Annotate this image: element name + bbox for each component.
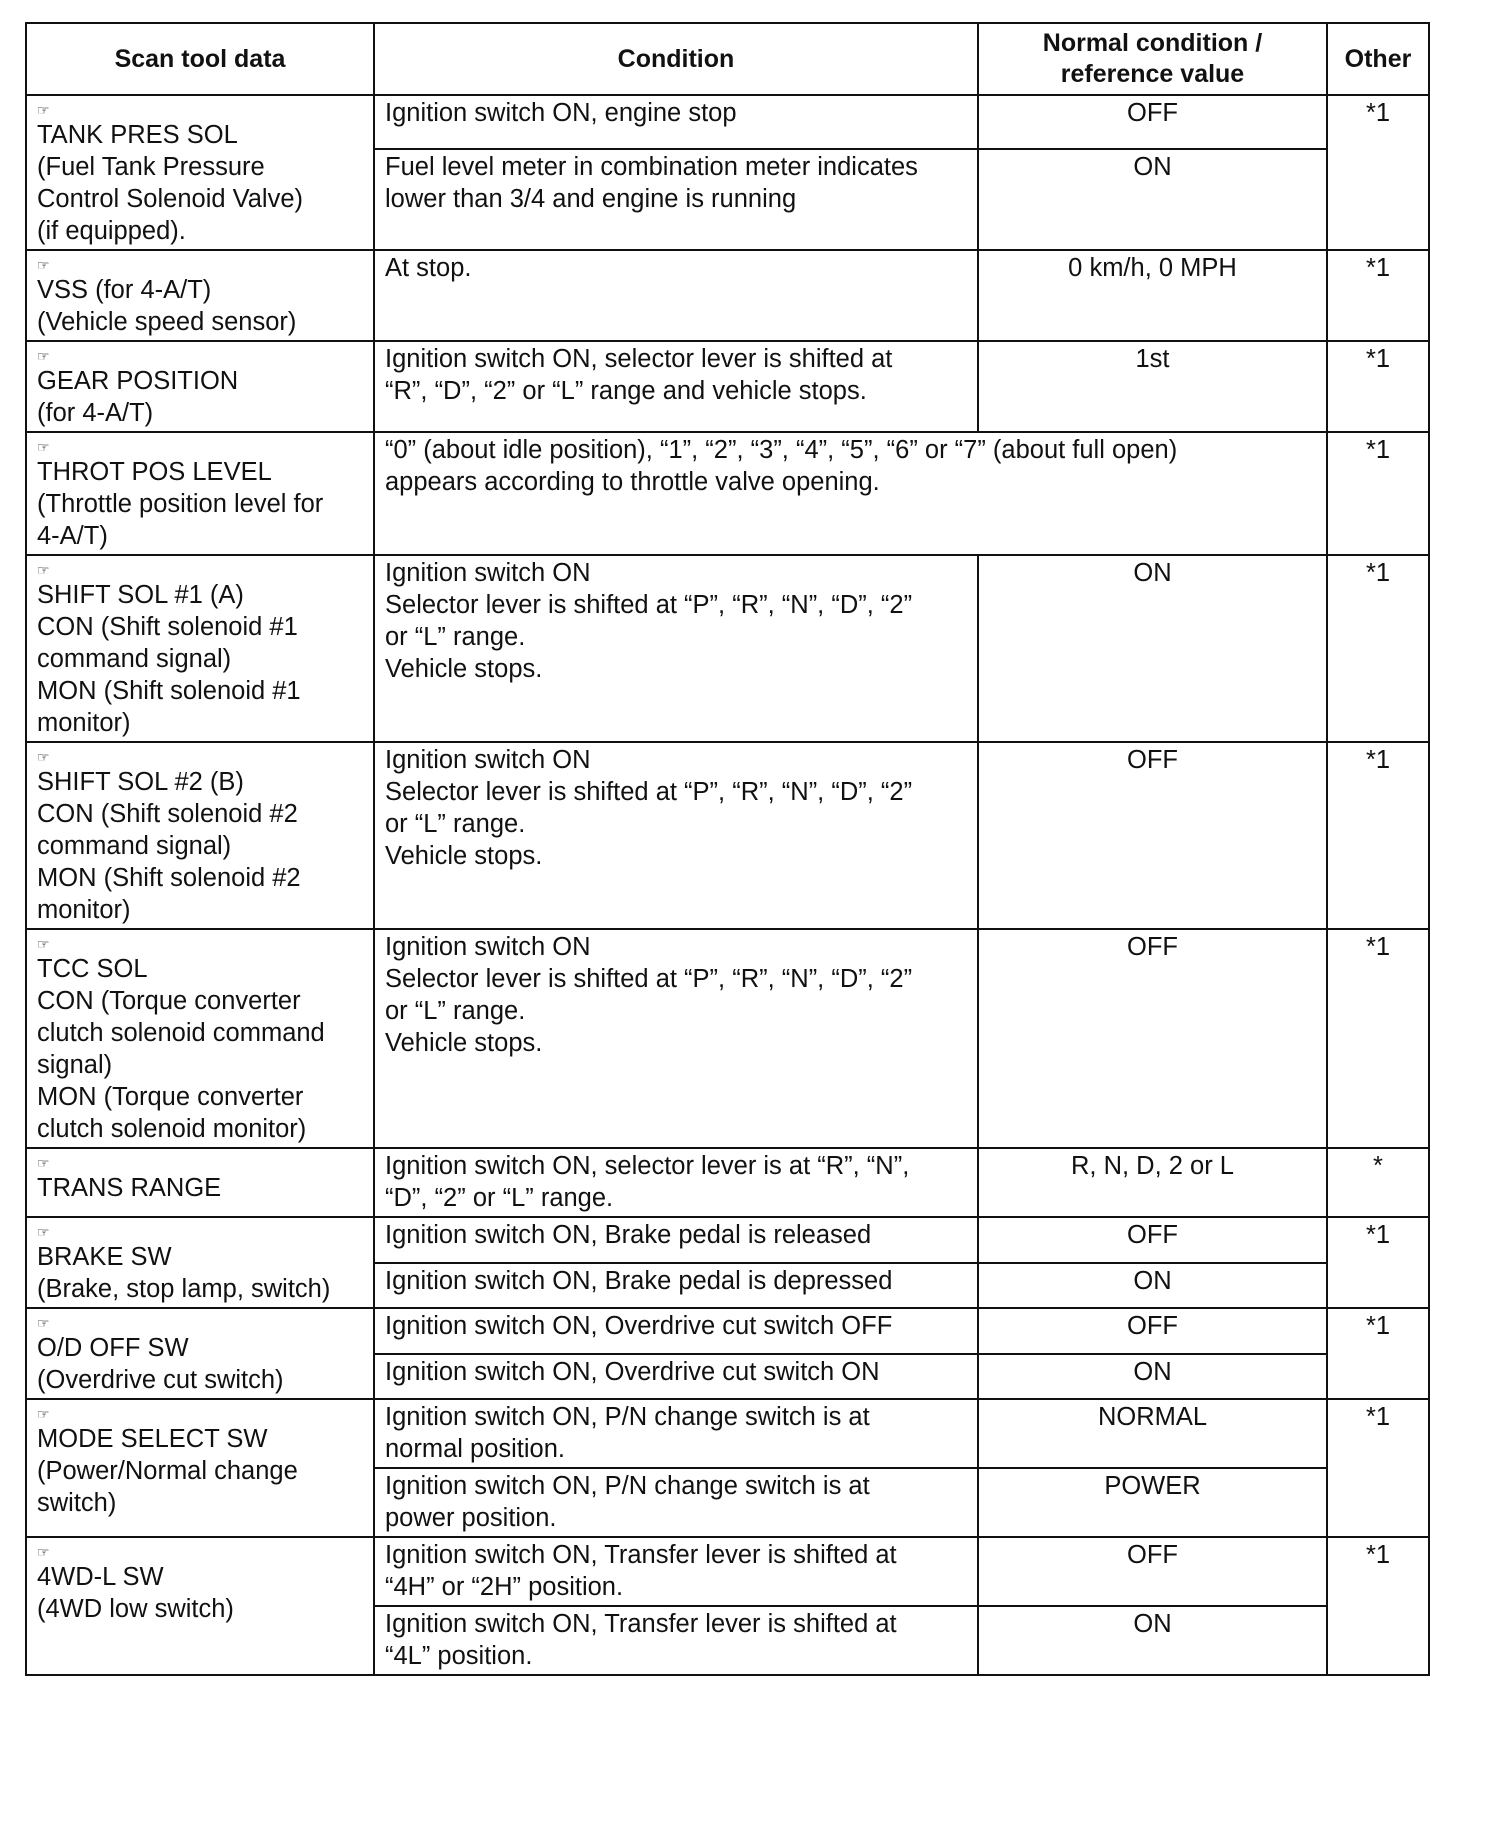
other-note-cell: *1 bbox=[1327, 1308, 1429, 1399]
reference-icon: ☞ bbox=[37, 1544, 50, 1560]
header-normal-value: Normal condition / reference value bbox=[978, 23, 1327, 95]
reference-icon: ☞ bbox=[37, 257, 50, 273]
condition-cell: Ignition switch ON, Brake pedal is released bbox=[374, 1217, 978, 1263]
header-scan-tool-data: Scan tool data bbox=[26, 23, 374, 95]
other-note-cell: *1 bbox=[1327, 742, 1429, 929]
condition-cell: Ignition switch ON, Transfer lever is shifted at “4L” position. bbox=[374, 1606, 978, 1675]
table-row bbox=[26, 742, 1429, 929]
scan-item-name: O/D OFF SW (Overdrive cut switch) bbox=[37, 1334, 284, 1394]
reference-value-cell: ON bbox=[978, 1606, 1327, 1675]
reference-value-cell: OFF bbox=[978, 1217, 1327, 1263]
scan-item-cell bbox=[26, 742, 374, 929]
condition-cell: Fuel level meter in combination meter indicates lower than 3/4 and engine is running bbox=[374, 149, 978, 250]
reference-value-cell: NORMAL bbox=[978, 1399, 1327, 1468]
table-header-row bbox=[26, 23, 1429, 95]
other-note-cell: *1 bbox=[1327, 341, 1429, 432]
reference-value-cell: OFF bbox=[978, 95, 1327, 149]
table-row bbox=[26, 555, 1429, 742]
other-note-cell: *1 bbox=[1327, 250, 1429, 341]
scan-item-cell bbox=[26, 555, 374, 742]
scan-item-name: SHIFT SOL #2 (B) CON (Shift solenoid #2 command signal) MON (Shift solenoid #2 monitor) bbox=[37, 768, 301, 924]
condition-cell: Ignition switch ON, Brake pedal is depressed bbox=[374, 1263, 978, 1309]
reference-value-cell: 0 km/h, 0 MPH bbox=[978, 250, 1327, 341]
condition-cell: Ignition switch ON, Overdrive cut switch OFF bbox=[374, 1308, 978, 1354]
condition-cell: Ignition switch ON Selector lever is shifted at “P”, “R”, “N”, “D”, “2” or “L” range. Vehicle stops. bbox=[374, 929, 978, 1148]
condition-cell: Ignition switch ON, selector lever is shifted at “R”, “D”, “2” or “L” range and vehicle stops. bbox=[374, 341, 978, 432]
scan-item-cell bbox=[26, 1399, 374, 1537]
reference-icon: ☞ bbox=[37, 936, 50, 952]
other-note-cell: *1 bbox=[1327, 95, 1429, 250]
scan-item-cell bbox=[26, 1537, 374, 1675]
condition-cell: Ignition switch ON, P/N change switch is at power position. bbox=[374, 1468, 978, 1537]
table-row bbox=[26, 1399, 1429, 1468]
other-note-cell: *1 bbox=[1327, 929, 1429, 1148]
reference-icon: ☞ bbox=[37, 102, 50, 118]
table-body bbox=[26, 95, 1429, 1675]
other-note-cell: *1 bbox=[1327, 555, 1429, 742]
scan-item-name: SHIFT SOL #1 (A) CON (Shift solenoid #1 command signal) MON (Shift solenoid #1 monitor) bbox=[37, 581, 301, 737]
reference-value-cell: 1st bbox=[978, 341, 1327, 432]
reference-value-cell: ON bbox=[978, 1354, 1327, 1400]
scan-item-cell bbox=[26, 432, 374, 555]
table-row bbox=[26, 341, 1429, 432]
scan-item-cell bbox=[26, 1308, 374, 1399]
scan-item-name: THROT POS LEVEL (Throttle position level for 4-A/T) bbox=[37, 458, 324, 550]
scan-item-name: 4WD-L SW (4WD low switch) bbox=[37, 1563, 234, 1623]
reference-value-cell: OFF bbox=[978, 1308, 1327, 1354]
table-row bbox=[26, 1148, 1429, 1217]
scan-item-name: TRANS RANGE bbox=[37, 1174, 222, 1202]
condition-cell: Ignition switch ON, P/N change switch is at normal position. bbox=[374, 1399, 978, 1468]
other-note-cell: * bbox=[1327, 1148, 1429, 1217]
table-row bbox=[26, 95, 1429, 149]
condition-cell: Ignition switch ON Selector lever is shifted at “P”, “R”, “N”, “D”, “2” or “L” range. Vehicle stops. bbox=[374, 555, 978, 742]
header-condition: Condition bbox=[374, 23, 978, 95]
reference-value-cell: OFF bbox=[978, 742, 1327, 929]
condition-cell: Ignition switch ON, Overdrive cut switch ON bbox=[374, 1354, 978, 1400]
scan-item-cell bbox=[26, 929, 374, 1148]
scan-item-name: VSS (for 4-A/T) (Vehicle speed sensor) bbox=[37, 276, 297, 336]
other-note-cell: *1 bbox=[1327, 432, 1429, 555]
reference-value-cell: OFF bbox=[978, 1537, 1327, 1606]
scan-item-cell bbox=[26, 250, 374, 341]
reference-icon: ☞ bbox=[37, 348, 50, 364]
scan-item-name: BRAKE SW (Brake, stop lamp, switch) bbox=[37, 1243, 331, 1303]
scan-item-name: GEAR POSITION (for 4-A/T) bbox=[37, 367, 239, 427]
condition-cell: Ignition switch ON Selector lever is shifted at “P”, “R”, “N”, “D”, “2” or “L” range. Vehicle stops. bbox=[374, 742, 978, 929]
scan-item-cell bbox=[26, 1217, 374, 1308]
reference-value-cell: OFF bbox=[978, 929, 1327, 1148]
scan-item-cell bbox=[26, 341, 374, 432]
reference-value-cell: POWER bbox=[978, 1468, 1327, 1537]
condition-cell: Ignition switch ON, selector lever is at “R”, “N”, “D”, “2” or “L” range. bbox=[374, 1148, 978, 1217]
reference-icon: ☞ bbox=[37, 1406, 50, 1422]
other-note-cell: *1 bbox=[1327, 1217, 1429, 1308]
scan-item-name: TANK PRES SOL (Fuel Tank Pressure Control Solenoid Valve) (if equipped). bbox=[37, 121, 304, 245]
table-row bbox=[26, 929, 1429, 1148]
condition-cell: At stop. bbox=[374, 250, 978, 341]
scan-item-name: MODE SELECT SW (Power/Normal change switch) bbox=[37, 1425, 298, 1517]
reference-value-cell: ON bbox=[978, 555, 1327, 742]
condition-cell: Ignition switch ON, engine stop bbox=[374, 95, 978, 149]
header-other: Other bbox=[1327, 23, 1429, 95]
scan-item-cell bbox=[26, 1148, 374, 1217]
reference-icon: ☞ bbox=[37, 562, 50, 578]
reference-icon: ☞ bbox=[37, 1315, 50, 1331]
scan-item-name: TCC SOL CON (Torque converter clutch solenoid command signal) MON (Torque converter clutch solenoid monitor) bbox=[37, 955, 325, 1143]
table-row bbox=[26, 1308, 1429, 1354]
condition-cell: “0” (about idle position), “1”, “2”, “3”, “4”, “5”, “6” or “7” (about full open) appears according to throttle valve opening. bbox=[374, 432, 1327, 555]
reference-value-cell: ON bbox=[978, 149, 1327, 250]
other-note-cell: *1 bbox=[1327, 1399, 1429, 1537]
reference-icon: ☞ bbox=[37, 749, 50, 765]
reference-icon: ☞ bbox=[37, 1155, 50, 1171]
condition-cell: Ignition switch ON, Transfer lever is shifted at “4H” or “2H” position. bbox=[374, 1537, 978, 1606]
reference-value-cell: ON bbox=[978, 1263, 1327, 1309]
scan-tool-data-table bbox=[25, 22, 1430, 1676]
reference-icon: ☞ bbox=[37, 439, 50, 455]
table-row bbox=[26, 250, 1429, 341]
other-note-cell: *1 bbox=[1327, 1537, 1429, 1675]
reference-icon: ☞ bbox=[37, 1224, 50, 1240]
table-row bbox=[26, 1537, 1429, 1606]
scan-item-cell bbox=[26, 95, 374, 250]
reference-value-cell: R, N, D, 2 or L bbox=[978, 1148, 1327, 1217]
table-row bbox=[26, 1217, 1429, 1263]
table-row bbox=[26, 432, 1429, 555]
